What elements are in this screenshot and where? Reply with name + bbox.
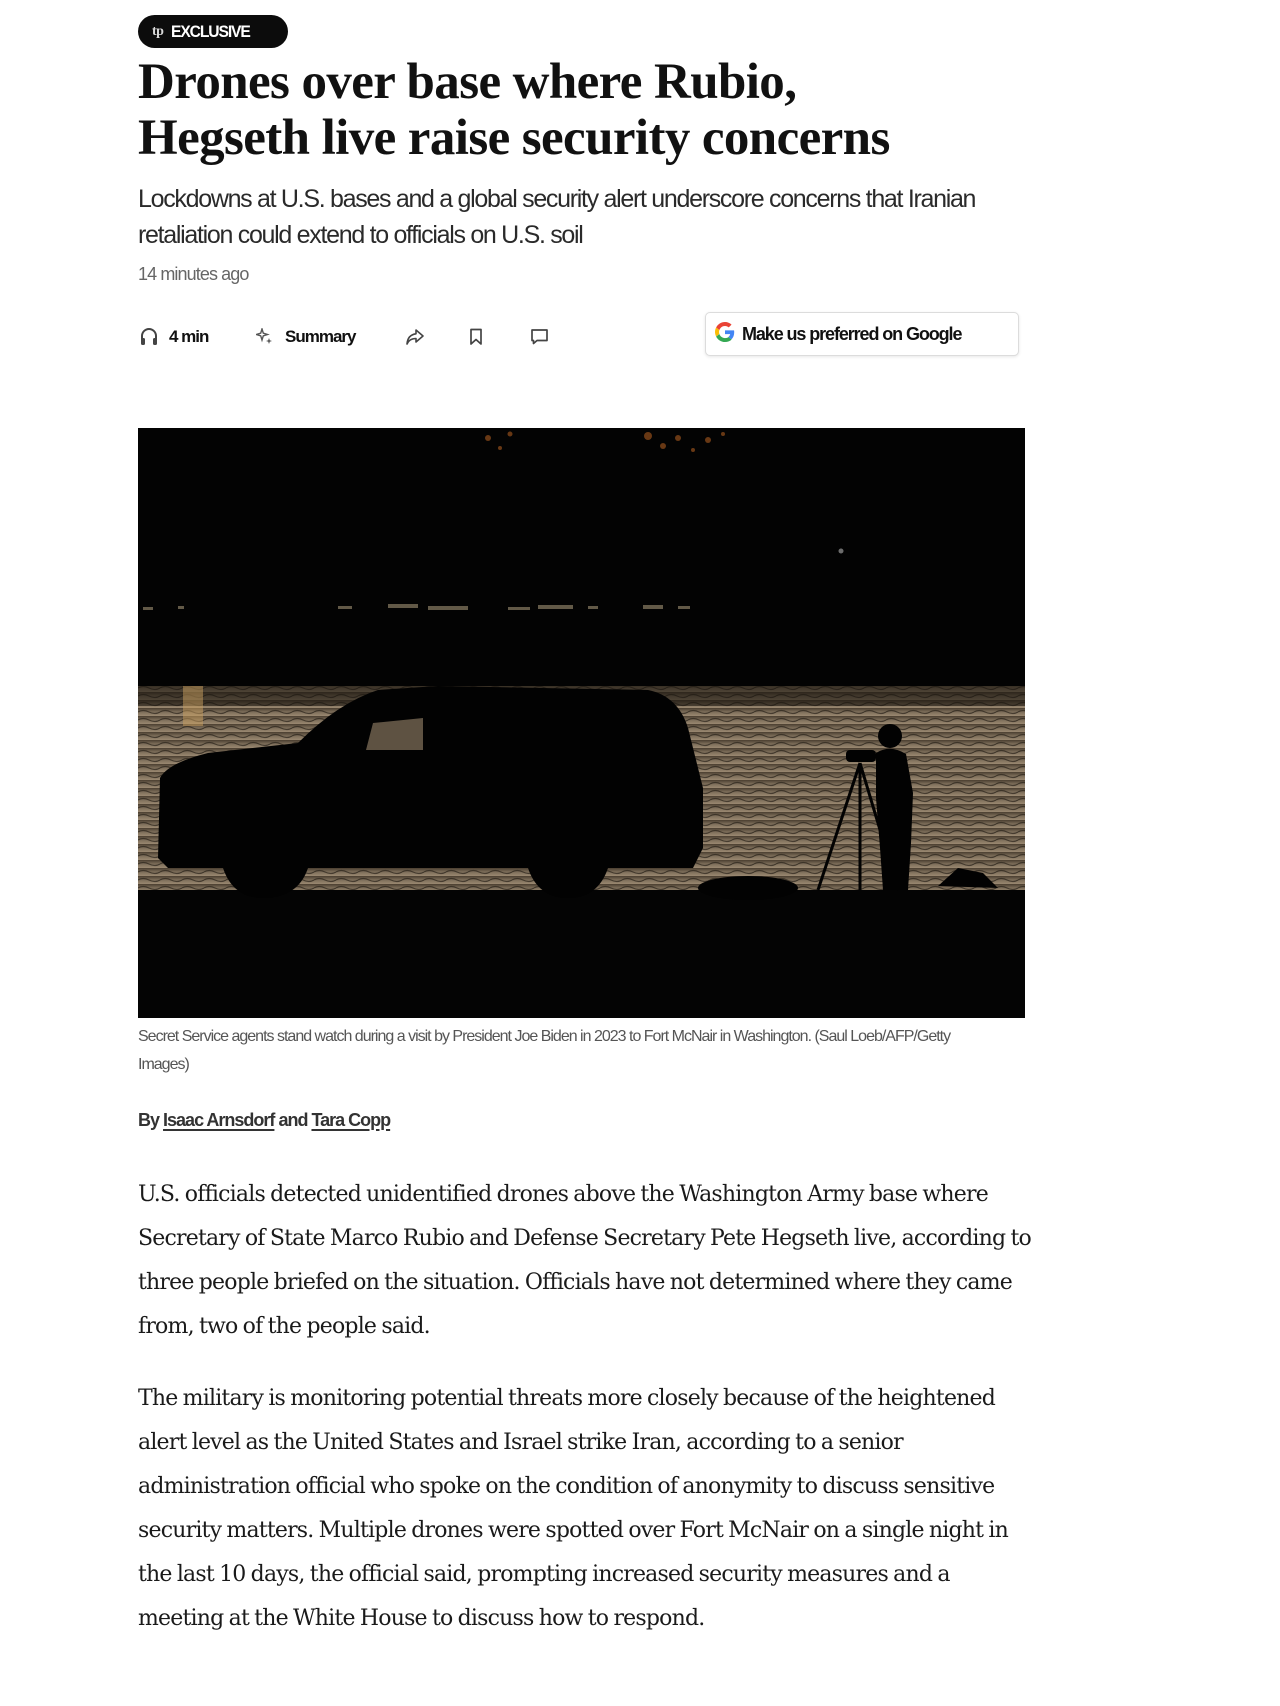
headline-line-2: Hegseth live raise security concerns	[138, 110, 890, 166]
photo-caption: Secret Service agents stand watch during a visit by President Joe Biden in 2023 to Fort McNair in Washington. (Saul Loeb/AFP/Getty Images)	[138, 1028, 951, 1073]
google-preferred-label: Make us preferred on Google	[742, 323, 962, 344]
google-preferred-button[interactable]	[705, 312, 1019, 356]
badge-label: EXCLUSIVE	[171, 21, 251, 41]
author-link-tara-copp[interactable]: Tara Copp	[311, 1110, 391, 1130]
headline	[138, 54, 1038, 166]
article-action-bar	[138, 322, 1028, 352]
byline-conjunction: and	[278, 1110, 308, 1130]
bookmark-button[interactable]	[469, 322, 483, 352]
summary-label: Summary	[285, 327, 356, 346]
exclusive-badge	[138, 15, 288, 48]
byline	[138, 1110, 390, 1131]
sparkle-icon	[256, 328, 274, 346]
comments-button[interactable]	[530, 322, 549, 352]
share-button[interactable]	[405, 322, 425, 352]
listen-duration: 4 min	[169, 327, 209, 346]
body-paragraph: U.S. officials detected unidentified drones above the Washington Army base where Secretary of State Marco Rubio and Defense Secretary Pete Hegseth live, according to three people briefed on the situation. Officials have not determined where they came from, two of the people said.	[138, 1182, 1031, 1339]
google-g-icon	[715, 322, 735, 347]
timestamp: 14 minutes ago	[138, 264, 249, 284]
photo-scene	[138, 428, 1025, 1018]
headline-line-1: Drones over base where Rubio,	[138, 54, 797, 110]
share-icon	[405, 328, 425, 346]
bookmark-icon	[469, 328, 483, 346]
listen-button[interactable]	[140, 322, 208, 352]
publication-logo-icon: tp	[152, 23, 164, 39]
byline-prefix: By	[138, 1110, 160, 1130]
summary-button[interactable]	[256, 322, 355, 352]
subheadline: Lockdowns at U.S. bases and a global security alert underscore concerns that Iranian retaliation could extend to officials on U.S. soil	[138, 185, 976, 249]
headphones-icon	[140, 327, 158, 347]
comment-icon	[530, 328, 549, 346]
article-body	[138, 1173, 1038, 1669]
author-link-isaac-arnsdorf[interactable]: Isaac Arnsdorf	[163, 1110, 275, 1130]
body-paragraph: The military is monitoring potential threats more closely because of the heightened alert level as the United States and Israel strike Iran, according to a senior administration official who spoke on the condition of anonymity to discuss sensitive security matters. Multiple drones were spotted over Fort McNair on a single night in the last 10 days, the official said, prompting increased security measures and a meeting at the White House to discuss how to respond.	[138, 1386, 1008, 1631]
lead-photo[interactable]	[138, 428, 1025, 1018]
